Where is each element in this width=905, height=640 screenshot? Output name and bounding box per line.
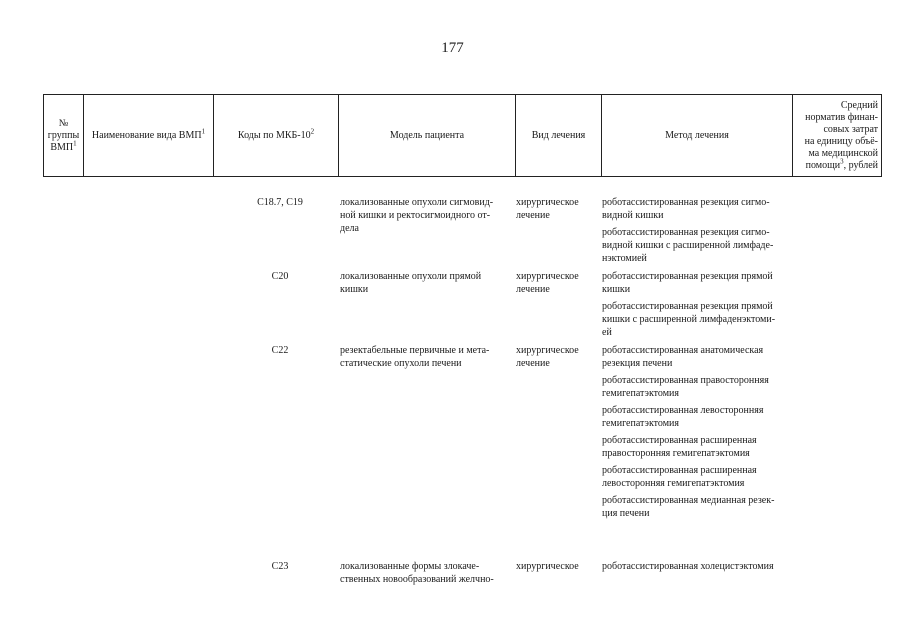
row-treatment-type: хирургическое лечение [516,197,579,221]
row-code: C20 [271,271,289,282]
row-treatment-type: хирургическое [516,561,579,572]
method-item: роботассистированная медианная резек- ция печени [602,495,775,519]
row-code: C18.7, C19 [257,197,303,208]
method-item: роботассистированная правосторонняя гемигепатэктомия [602,375,769,399]
method-item: роботассистированная левосторонняя гемигепатэктомия [602,405,764,429]
row-patient-model: резектабельные первичные и мета- статические опухоли печени [340,345,490,369]
header-average-cost: Средний норматив финан- совых затрат на единицу объё- ма медицинской помощи$^3$, рублей [793,95,882,177]
page-number: 177 [441,40,464,56]
header-icd-codes: Коды по МКБ-$10^2$ [214,95,339,177]
row-treatment-type: хирургическое лечение [516,345,579,369]
method-item: роботассистированная расширенная левосторонняя гемигепатэктомия [602,465,757,489]
row-patient-model: локализованные опухоли сигмовид- ной кишки и ректосигмоидного от- дела [340,197,494,234]
method-item: роботассистированная резекция сигмо- видной кишки с расширенной лимфаде- нэктомией [602,227,774,264]
row-treatment-type: хирургическое лечение [516,271,579,295]
method-item: роботассистированная анатомическая резекция печени [602,345,764,369]
row-methods [602,560,792,577]
row-code: C23 [271,561,289,572]
header-vmp-name: Наименование вида ВМП$^1$ [84,95,214,177]
method-item: роботассистированная резекция прямой кишки с расширенной лимфаденэктоми- ей [602,301,776,338]
method-item: роботассистированная расширенная правосторонняя гемигепатэктомия [602,435,757,459]
row-methods [602,344,792,524]
row-patient-model: локализованные формы злокаче- ственных новообразований желчно- [340,561,494,585]
header-treatment-type: Вид лечения [516,95,602,177]
row-code: C22 [271,345,289,356]
header-group-number: № группы ВМП$^1$ [44,95,84,177]
method-item: роботассистированная резекция сигмо- видной кишки [602,197,770,221]
method-item: роботассистированная холецистэктомия [602,561,774,572]
table-header [43,94,882,177]
header-treatment-method: Метод лечения [602,95,793,177]
header-patient-model: Модель пациента [339,95,516,177]
row-methods [602,196,792,269]
method-item: роботассистированная резекция прямой кишки [602,271,773,295]
row-patient-model: локализованные опухоли прямой кишки [340,271,482,295]
row-methods [602,270,792,343]
